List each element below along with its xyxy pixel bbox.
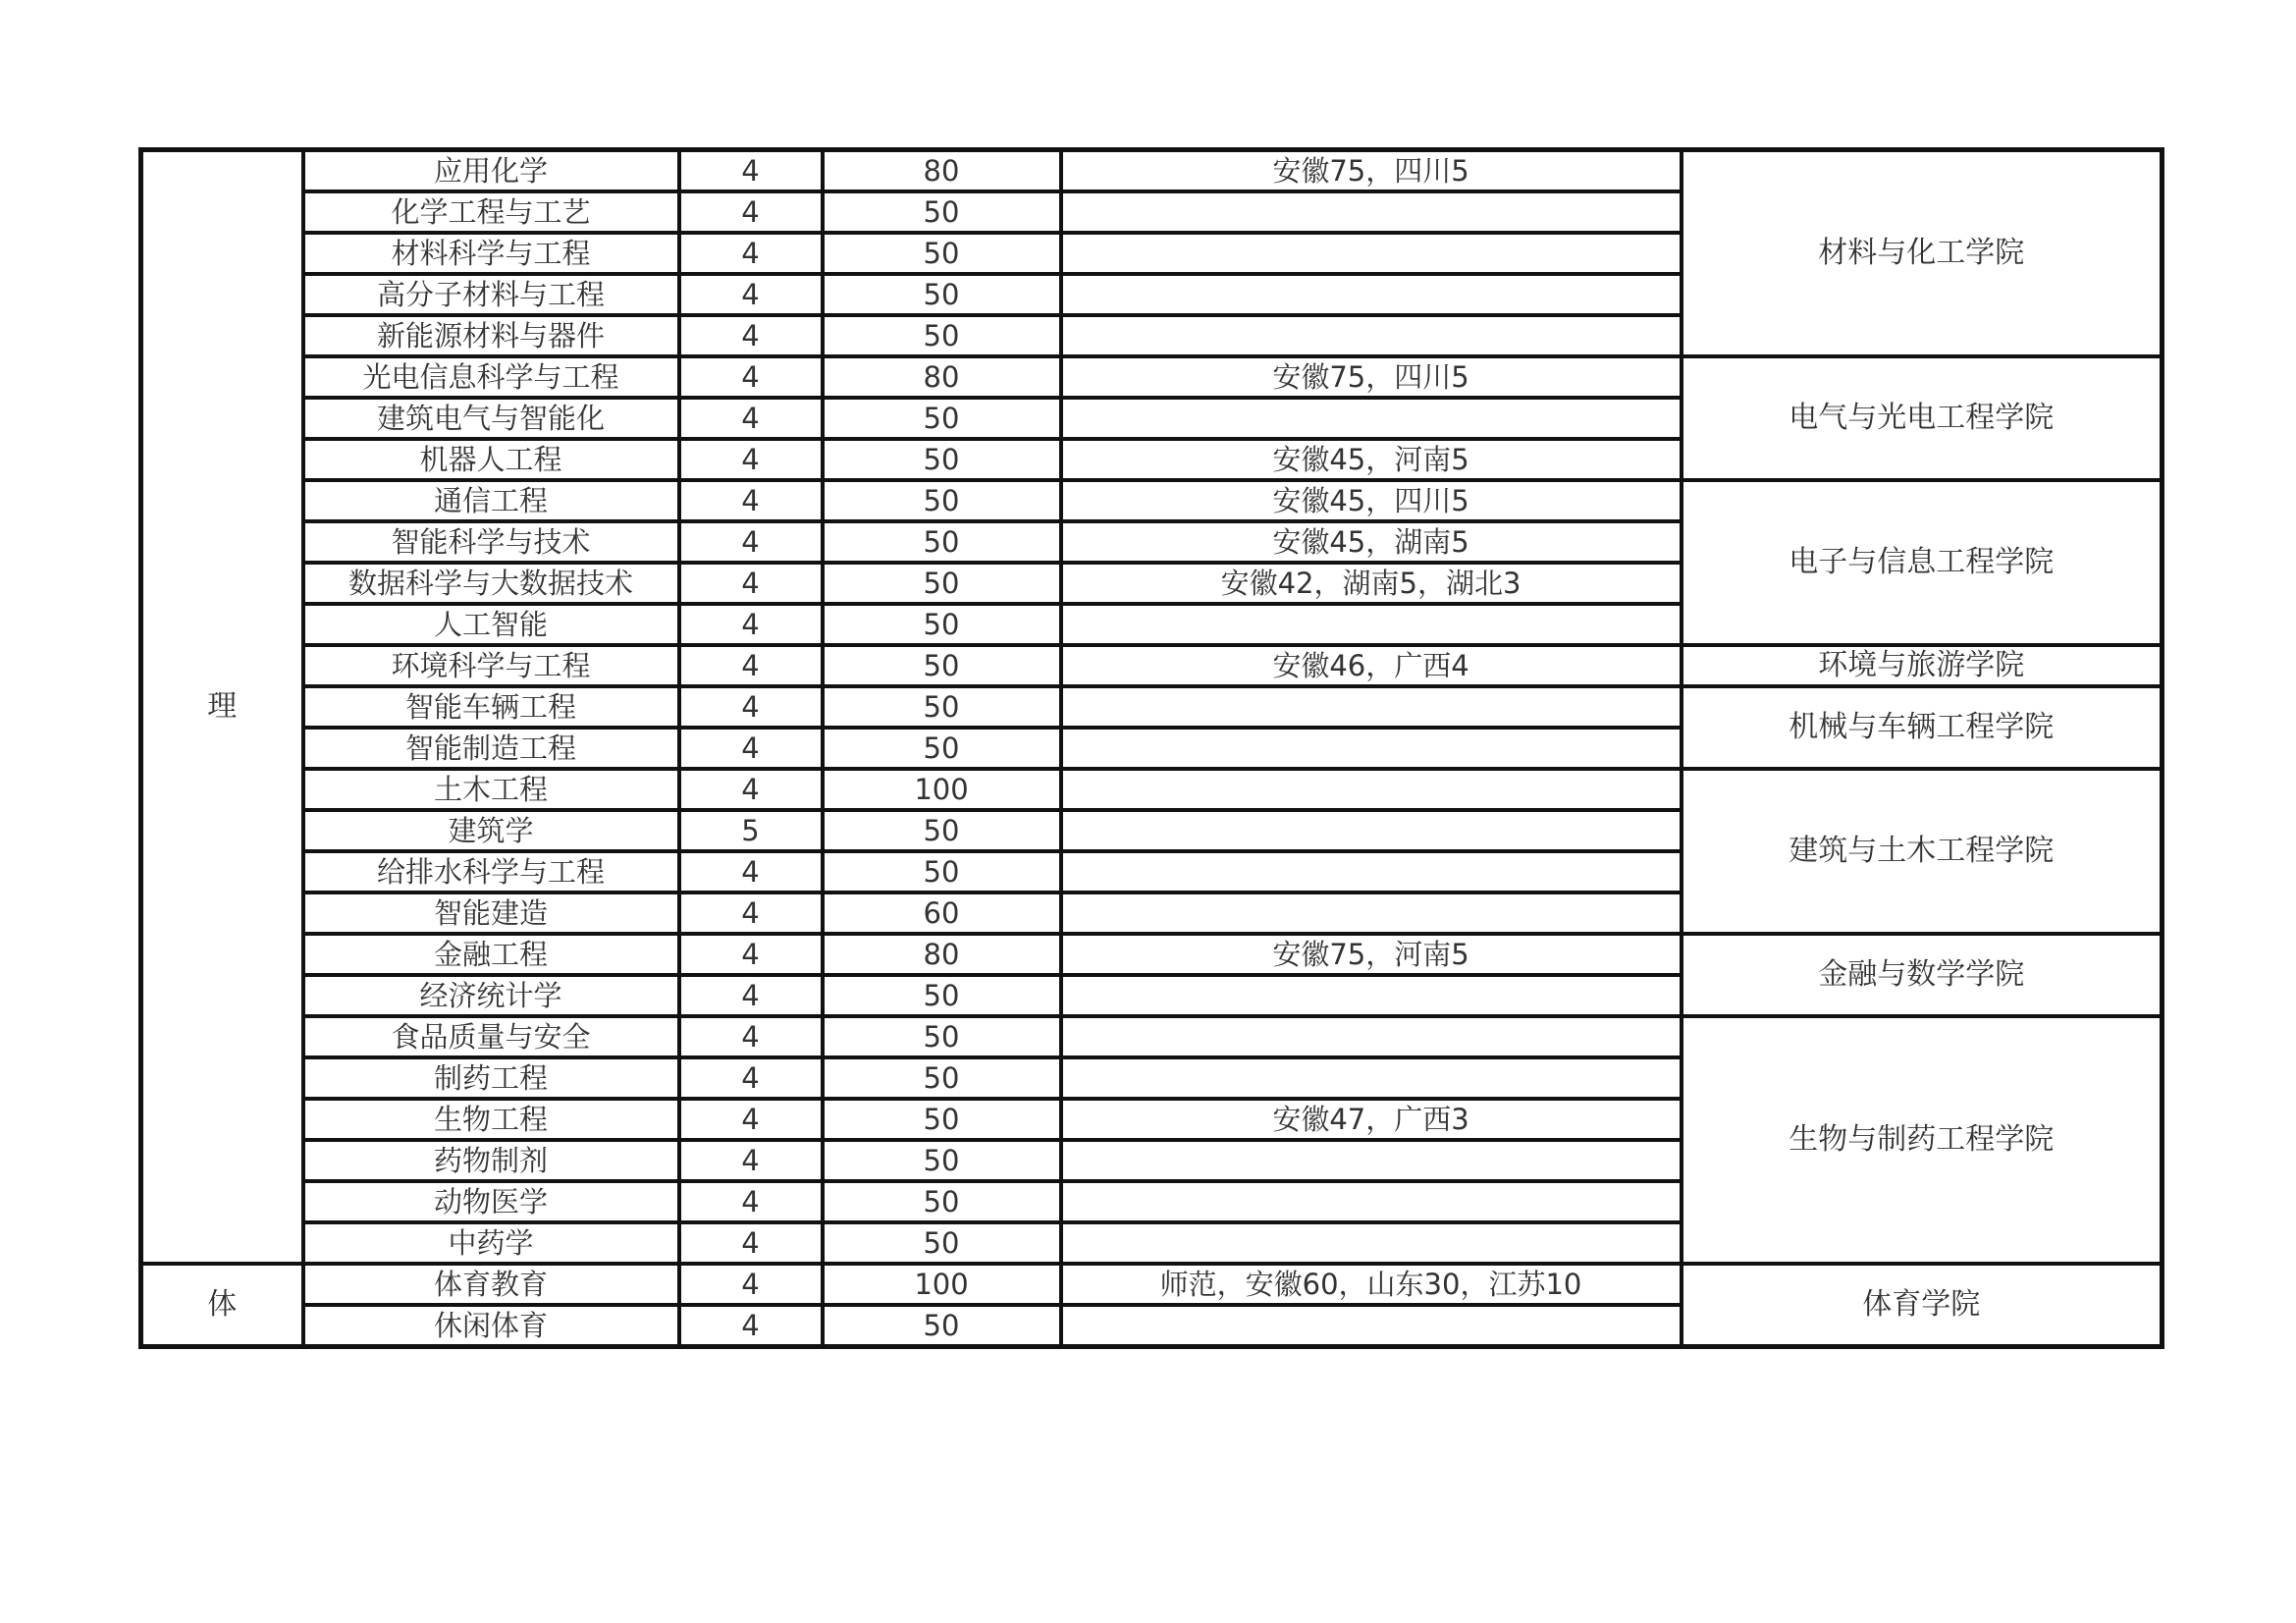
quota-cell: 50 <box>823 686 1061 728</box>
quota-cell: 50 <box>823 1305 1061 1347</box>
years-cell: 4 <box>679 893 823 934</box>
quota-cell: 50 <box>823 604 1061 645</box>
quota-cell: 50 <box>823 480 1061 521</box>
category-cell: 体 <box>141 1264 303 1347</box>
years-cell: 4 <box>679 686 823 728</box>
years-cell: 4 <box>679 1264 823 1305</box>
quota-cell: 50 <box>823 563 1061 604</box>
college-cell: 材料与化工学院 <box>1682 150 2163 357</box>
major-cell: 建筑电气与智能化 <box>303 398 679 439</box>
note-cell <box>1061 1016 1682 1057</box>
note-cell <box>1061 893 1682 934</box>
quota-cell: 50 <box>823 1140 1061 1181</box>
quota-cell: 50 <box>823 315 1061 356</box>
note-cell <box>1061 1140 1682 1181</box>
college-cell: 电气与光电工程学院 <box>1682 356 2163 480</box>
major-cell: 材料科学与工程 <box>303 233 679 274</box>
note-cell: 安徽75，四川5 <box>1061 356 1682 398</box>
quota-cell: 50 <box>823 810 1061 851</box>
category-cell: 理 <box>141 150 303 1265</box>
quota-cell: 100 <box>823 1264 1061 1305</box>
major-cell: 休闲体育 <box>303 1305 679 1347</box>
major-cell: 给排水科学与工程 <box>303 851 679 893</box>
years-cell: 4 <box>679 1305 823 1347</box>
years-cell: 4 <box>679 645 823 686</box>
note-cell: 安徽46，广西4 <box>1061 645 1682 686</box>
years-cell: 4 <box>679 563 823 604</box>
years-cell: 4 <box>679 1181 823 1222</box>
years-cell: 4 <box>679 439 823 480</box>
major-cell: 生物工程 <box>303 1099 679 1140</box>
table-row <box>141 1016 2163 1057</box>
major-cell: 通信工程 <box>303 480 679 521</box>
note-cell: 安徽45，四川5 <box>1061 480 1682 521</box>
major-cell: 中药学 <box>303 1222 679 1264</box>
major-cell: 机器人工程 <box>303 439 679 480</box>
table-row <box>141 934 2163 975</box>
quota-cell: 100 <box>823 769 1061 810</box>
note-cell <box>1061 810 1682 851</box>
college-cell: 金融与数学学院 <box>1682 934 2163 1016</box>
years-cell: 4 <box>679 1222 823 1264</box>
major-cell: 数据科学与大数据技术 <box>303 563 679 604</box>
quota-cell: 50 <box>823 1181 1061 1222</box>
quota-cell: 50 <box>823 439 1061 480</box>
note-cell <box>1061 274 1682 315</box>
years-cell: 4 <box>679 604 823 645</box>
years-cell: 4 <box>679 1140 823 1181</box>
major-cell: 智能车辆工程 <box>303 686 679 728</box>
college-cell: 体育学院 <box>1682 1264 2163 1347</box>
note-cell <box>1061 398 1682 439</box>
years-cell: 4 <box>679 1016 823 1057</box>
table-row <box>141 1264 2163 1305</box>
quota-cell: 50 <box>823 1016 1061 1057</box>
major-cell: 智能制造工程 <box>303 728 679 769</box>
note-cell <box>1061 686 1682 728</box>
note-cell <box>1061 233 1682 274</box>
years-cell: 4 <box>679 1057 823 1099</box>
table-row <box>141 480 2163 521</box>
note-cell: 安徽45，河南5 <box>1061 439 1682 480</box>
quota-cell: 50 <box>823 1222 1061 1264</box>
years-cell: 4 <box>679 274 823 315</box>
table-row <box>141 769 2163 810</box>
note-cell: 安徽47，广西3 <box>1061 1099 1682 1140</box>
major-cell: 经济统计学 <box>303 975 679 1016</box>
note-cell <box>1061 769 1682 810</box>
table-row <box>141 645 2163 686</box>
major-cell: 药物制剂 <box>303 1140 679 1181</box>
major-cell: 化学工程与工艺 <box>303 191 679 233</box>
note-cell: 师范，安徽60，山东30，江苏10 <box>1061 1264 1682 1305</box>
major-cell: 环境科学与工程 <box>303 645 679 686</box>
major-cell: 体育教育 <box>303 1264 679 1305</box>
major-cell: 金融工程 <box>303 934 679 975</box>
years-cell: 4 <box>679 728 823 769</box>
admissions-table <box>138 147 2164 1349</box>
years-cell: 5 <box>679 810 823 851</box>
note-cell <box>1061 851 1682 893</box>
college-cell: 环境与旅游学院 <box>1682 645 2163 686</box>
quota-cell: 50 <box>823 274 1061 315</box>
quota-cell: 50 <box>823 1099 1061 1140</box>
years-cell: 4 <box>679 851 823 893</box>
major-cell: 光电信息科学与工程 <box>303 356 679 398</box>
years-cell: 4 <box>679 934 823 975</box>
quota-cell: 80 <box>823 934 1061 975</box>
note-cell <box>1061 975 1682 1016</box>
major-cell: 建筑学 <box>303 810 679 851</box>
years-cell: 4 <box>679 191 823 233</box>
note-cell <box>1061 1222 1682 1264</box>
major-cell: 动物医学 <box>303 1181 679 1222</box>
major-cell: 土木工程 <box>303 769 679 810</box>
note-cell <box>1061 1305 1682 1347</box>
years-cell: 4 <box>679 769 823 810</box>
college-cell: 机械与车辆工程学院 <box>1682 686 2163 769</box>
major-cell: 高分子材料与工程 <box>303 274 679 315</box>
major-cell: 智能建造 <box>303 893 679 934</box>
years-cell: 4 <box>679 521 823 563</box>
years-cell: 4 <box>679 398 823 439</box>
quota-cell: 50 <box>823 191 1061 233</box>
major-cell: 新能源材料与器件 <box>303 315 679 356</box>
quota-cell: 50 <box>823 1057 1061 1099</box>
note-cell: 安徽75，河南5 <box>1061 934 1682 975</box>
note-cell: 安徽42，湖南5，湖北3 <box>1061 563 1682 604</box>
years-cell: 4 <box>679 975 823 1016</box>
years-cell: 4 <box>679 356 823 398</box>
quota-cell: 80 <box>823 356 1061 398</box>
table-body <box>141 150 2163 1347</box>
college-cell: 生物与制药工程学院 <box>1682 1016 2163 1264</box>
table-row <box>141 356 2163 398</box>
note-cell: 安徽45，湖南5 <box>1061 521 1682 563</box>
college-cell: 电子与信息工程学院 <box>1682 480 2163 645</box>
years-cell: 4 <box>679 233 823 274</box>
major-cell: 智能科学与技术 <box>303 521 679 563</box>
years-cell: 4 <box>679 480 823 521</box>
note-cell <box>1061 728 1682 769</box>
quota-cell: 50 <box>823 233 1061 274</box>
note-cell <box>1061 1181 1682 1222</box>
major-cell: 应用化学 <box>303 150 679 192</box>
quota-cell: 50 <box>823 521 1061 563</box>
major-cell: 食品质量与安全 <box>303 1016 679 1057</box>
years-cell: 4 <box>679 150 823 192</box>
years-cell: 4 <box>679 315 823 356</box>
quota-cell: 50 <box>823 645 1061 686</box>
quota-cell: 80 <box>823 150 1061 192</box>
note-cell <box>1061 191 1682 233</box>
quota-cell: 50 <box>823 975 1061 1016</box>
major-cell: 制药工程 <box>303 1057 679 1099</box>
note-cell <box>1061 604 1682 645</box>
quota-cell: 50 <box>823 851 1061 893</box>
quota-cell: 50 <box>823 398 1061 439</box>
years-cell: 4 <box>679 1099 823 1140</box>
note-cell: 安徽75，四川5 <box>1061 150 1682 192</box>
note-cell <box>1061 1057 1682 1099</box>
major-cell: 人工智能 <box>303 604 679 645</box>
quota-cell: 50 <box>823 728 1061 769</box>
quota-cell: 60 <box>823 893 1061 934</box>
table-row <box>141 150 2163 192</box>
note-cell <box>1061 315 1682 356</box>
table-row <box>141 686 2163 728</box>
college-cell: 建筑与土木工程学院 <box>1682 769 2163 934</box>
